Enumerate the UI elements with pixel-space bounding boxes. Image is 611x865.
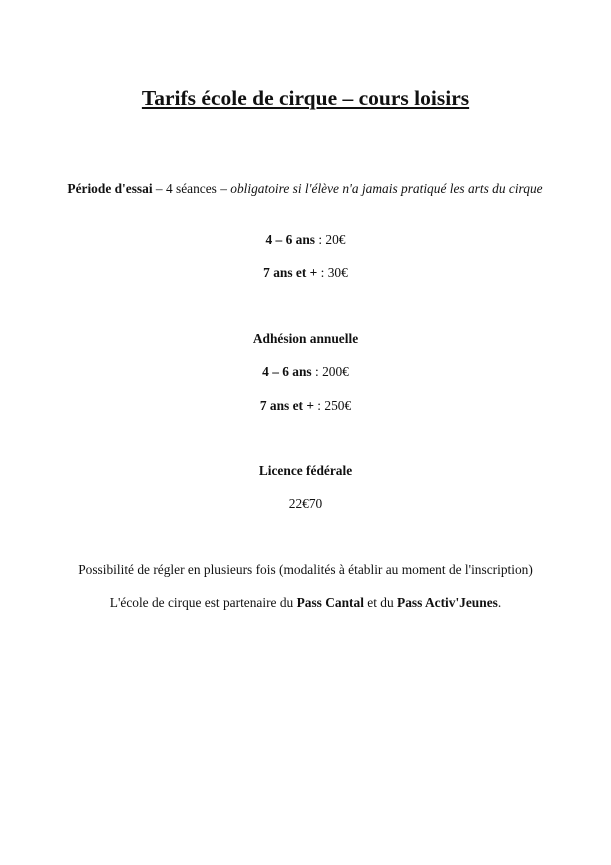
trial-period-sessions: – 4 séances – bbox=[152, 181, 231, 196]
partner-text: L'école de cirque est partenaire du bbox=[109, 595, 297, 610]
partner-text: . bbox=[497, 595, 502, 610]
annual-price-separator: : bbox=[311, 364, 323, 379]
annual-price-value: 200€ bbox=[322, 364, 349, 379]
license-price: 22€70 bbox=[288, 496, 323, 511]
annual-membership-heading: Adhésion annuelle bbox=[252, 331, 359, 346]
annual-price-4-6 bbox=[0, 363, 611, 380]
payment-note: Possibilité de régler en plusieurs fois (modalités à établir au moment de l'inscription) bbox=[78, 562, 533, 577]
trial-period-note: obligatoire si l'élève n'a jamais pratiqué les arts du cirque bbox=[230, 181, 543, 196]
page-title: Tarifs école de cirque – cours loisirs bbox=[141, 86, 470, 110]
trial-price-separator: : bbox=[314, 232, 326, 247]
partner-text: et du bbox=[363, 595, 398, 610]
pass-cantal: Pass Cantal bbox=[296, 595, 364, 610]
annual-price-value: 250€ bbox=[324, 398, 352, 413]
trial-period-line bbox=[55, 180, 555, 197]
annual-age-label: 7 ans et + bbox=[259, 398, 314, 413]
trial-price-7-plus bbox=[0, 264, 611, 281]
partner-note bbox=[0, 594, 611, 611]
trial-age-label: 7 ans et + bbox=[263, 265, 318, 280]
annual-price-separator: : bbox=[313, 398, 325, 413]
trial-price-separator: : bbox=[317, 265, 328, 280]
trial-price-value: 20€ bbox=[325, 232, 346, 247]
trial-price-value: 30€ bbox=[327, 265, 348, 280]
trial-price-4-6 bbox=[0, 231, 611, 248]
annual-price-7-plus bbox=[0, 397, 611, 414]
pass-activ-jeunes: Pass Activ'Jeunes bbox=[397, 595, 498, 610]
annual-age-label: 4 – 6 ans bbox=[262, 364, 312, 379]
trial-period-label: Période d'essai bbox=[67, 181, 153, 196]
trial-age-label: 4 – 6 ans bbox=[265, 232, 315, 247]
license-heading: Licence fédérale bbox=[258, 463, 353, 478]
